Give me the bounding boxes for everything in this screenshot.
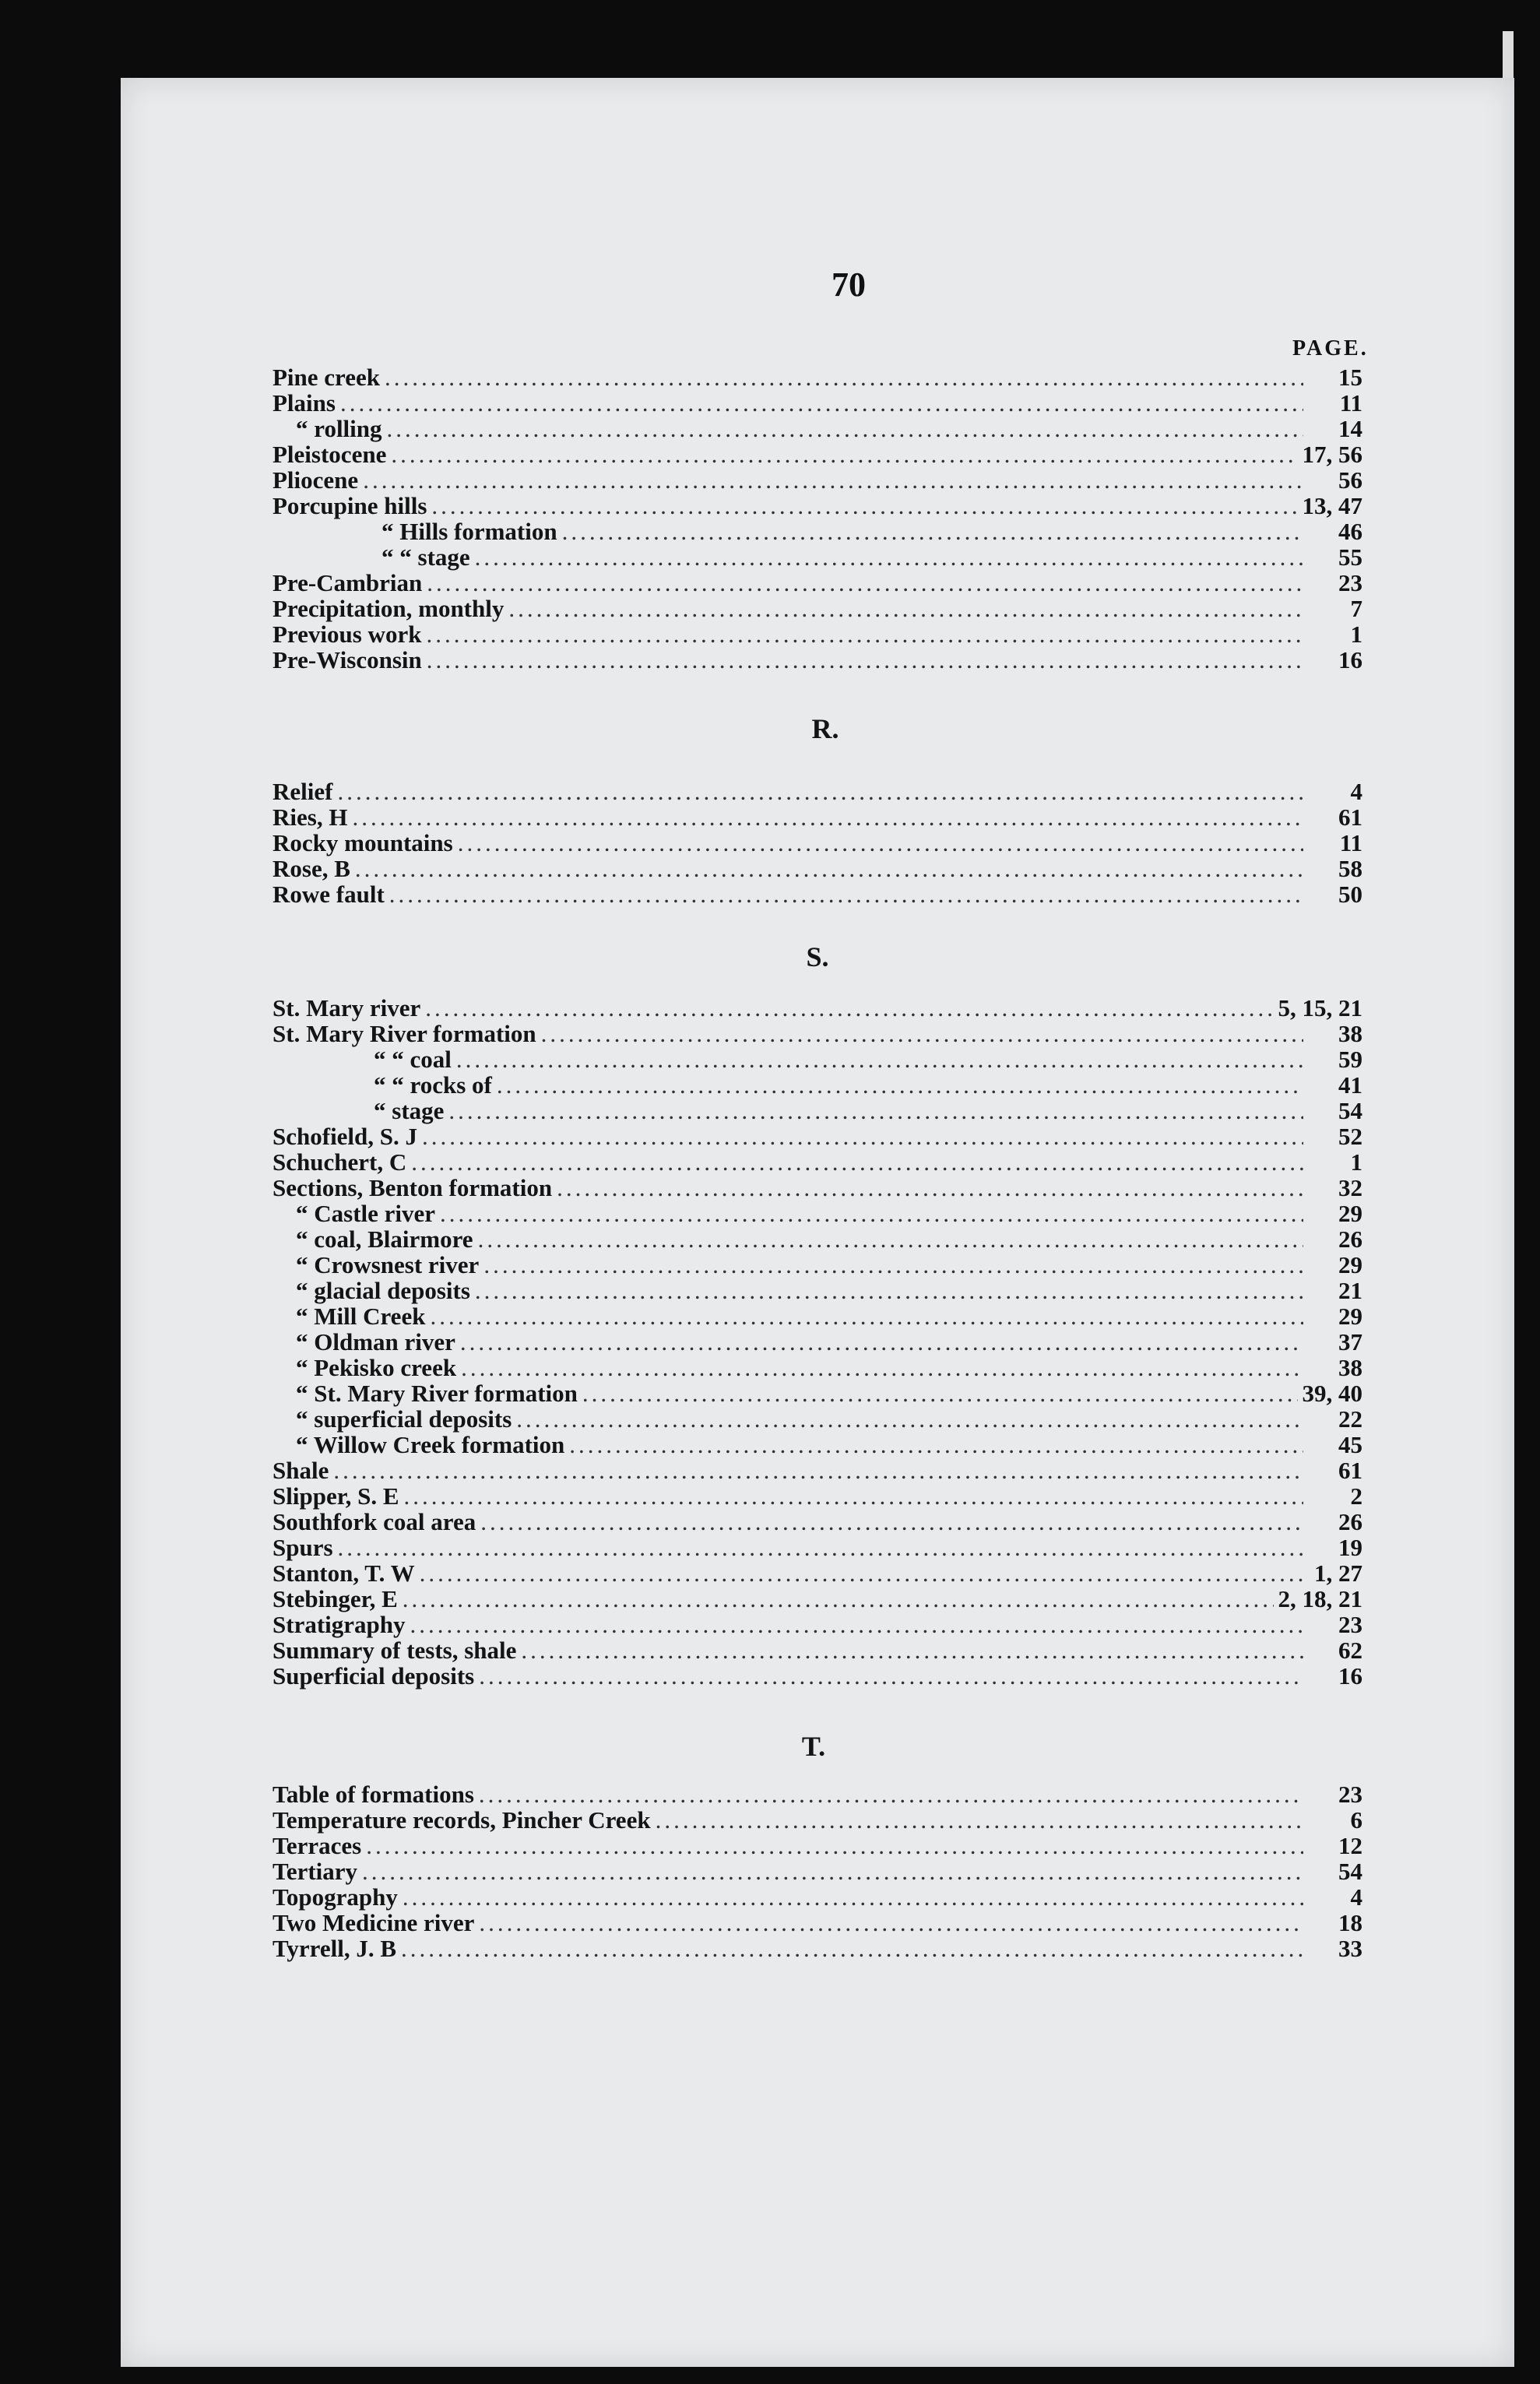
entry-pages: 52: [1338, 1123, 1362, 1150]
entry-label: Pine creek: [272, 364, 381, 391]
leader-dots: [352, 804, 1303, 830]
entry-pages: 11: [1339, 829, 1362, 856]
index-entry: [272, 621, 1362, 647]
index-entry: [272, 467, 1362, 493]
leader-dots: [479, 1781, 1303, 1807]
entry-label: Pleistocene: [272, 441, 387, 468]
leader-dots: [403, 1586, 1274, 1612]
index-entry: [272, 1175, 1362, 1201]
entry-label: Stratigraphy: [272, 1611, 406, 1638]
index-entry: [272, 1149, 1362, 1175]
entry-label: “ Hills formation: [381, 518, 557, 545]
index-entry: [272, 1637, 1362, 1663]
entry-pages: 21: [1338, 1277, 1362, 1304]
index-entry: [272, 1303, 1362, 1329]
entry-pages: 46: [1338, 518, 1362, 545]
entry-label: Plains: [272, 389, 336, 417]
leader-dots: [389, 881, 1303, 907]
entry-pages: 39, 40: [1302, 1380, 1362, 1407]
index-entry: [272, 1226, 1362, 1252]
index-entry: [272, 804, 1362, 830]
entry-label: Slipper, S. E: [272, 1482, 399, 1510]
entry-pages: 26: [1338, 1225, 1362, 1253]
entry-label: Sections, Benton formation: [272, 1174, 553, 1201]
entry-label: “ rolling: [296, 415, 382, 442]
entry-label: “ glacial deposits: [296, 1277, 470, 1304]
leader-dots: [480, 1509, 1303, 1535]
entry-pages: 17, 56: [1302, 441, 1362, 468]
leader-dots: [475, 1278, 1303, 1303]
entry-label: Tertiary: [272, 1858, 358, 1885]
leader-dots: [337, 779, 1303, 804]
entry-pages: 23: [1338, 1781, 1362, 1808]
leader-dots: [440, 1201, 1303, 1226]
entry-label: Tyrrell, J. B: [272, 1935, 396, 1962]
leader-dots: [541, 1021, 1303, 1046]
entry-label: Relief: [272, 778, 333, 805]
leader-dots: [427, 647, 1303, 673]
leader-dots: [426, 621, 1303, 647]
entry-label: Porcupine hills: [272, 492, 427, 519]
leader-dots: [557, 1175, 1303, 1201]
index-entry: [272, 1612, 1362, 1637]
entry-pages: 14: [1338, 415, 1362, 442]
leader-dots: [656, 1807, 1303, 1833]
leader-dots: [456, 1046, 1303, 1072]
entry-label: Rose, B: [272, 855, 350, 882]
entry-label: “ “ coal: [374, 1046, 452, 1073]
leader-dots: [340, 390, 1303, 416]
entry-pages: 12: [1338, 1832, 1362, 1859]
entry-pages: 29: [1338, 1303, 1362, 1330]
leader-dots: [479, 1910, 1303, 1936]
leader-dots: [448, 1098, 1303, 1123]
index-entry: [272, 779, 1362, 804]
leader-dots: [355, 856, 1303, 881]
index-entry: [272, 1072, 1362, 1098]
index-entry: [272, 1535, 1362, 1560]
entry-label: Pliocene: [272, 466, 359, 494]
entry-label: “ superficial deposits: [296, 1405, 512, 1433]
entry-pages: 32: [1338, 1174, 1362, 1201]
index-entry: [272, 1252, 1362, 1278]
entry-label: Schuchert, C: [272, 1148, 407, 1176]
leader-dots: [404, 1483, 1303, 1509]
entry-label: Topography: [272, 1883, 398, 1911]
page-number: 70: [832, 265, 866, 304]
entry-pages: 1, 27: [1314, 1559, 1362, 1587]
entry-pages: 56: [1338, 466, 1362, 494]
entry-label: Rocky mountains: [272, 829, 453, 856]
entry-label: Table of formations: [272, 1781, 474, 1808]
entry-pages: 58: [1338, 855, 1362, 882]
index-entry: [272, 493, 1362, 519]
entry-pages: 61: [1338, 1457, 1362, 1484]
entry-pages: 61: [1338, 803, 1362, 831]
leader-dots: [430, 1303, 1303, 1329]
index-entry: [272, 1586, 1362, 1612]
entry-pages: 22: [1338, 1405, 1362, 1433]
entry-pages: 37: [1338, 1328, 1362, 1356]
entry-label: Ries, H: [272, 803, 348, 831]
leader-dots: [362, 1858, 1303, 1884]
entry-pages: 55: [1338, 543, 1362, 571]
leader-dots: [427, 570, 1303, 596]
leader-dots: [425, 995, 1273, 1021]
page-column-header: PAGE.: [1292, 336, 1369, 360]
entry-pages: 7: [1350, 595, 1362, 622]
entry-label: Summary of tests, shale: [272, 1637, 517, 1664]
leader-dots: [461, 1355, 1303, 1380]
entry-label: “ Crowsnest river: [296, 1251, 480, 1278]
index-entry: [272, 519, 1362, 544]
entry-label: Previous work: [272, 621, 422, 648]
leader-dots: [516, 1406, 1303, 1432]
leader-dots: [338, 1535, 1303, 1560]
index-entry: [272, 830, 1362, 856]
index-entry: [272, 1046, 1362, 1072]
index-entry: [272, 1884, 1362, 1910]
entry-label: “ Mill Creek: [296, 1303, 426, 1330]
entry-label: Southfork coal area: [272, 1508, 476, 1535]
index-entry: [272, 1432, 1362, 1457]
entry-label: St. Mary River formation: [272, 1020, 536, 1047]
entry-label: St. Mary river: [272, 994, 421, 1021]
entry-pages: 11: [1339, 389, 1362, 417]
index-entry: [272, 881, 1362, 907]
index-entry: [272, 1663, 1362, 1689]
leader-dots: [508, 596, 1303, 621]
leader-dots: [562, 519, 1303, 544]
leader-dots: [401, 1936, 1303, 1961]
index-entry: [272, 647, 1362, 673]
index-entry: [272, 364, 1362, 390]
index-entry: [272, 441, 1362, 467]
entry-label: Two Medicine river: [272, 1909, 475, 1936]
entry-label: Terraces: [272, 1832, 362, 1859]
leader-dots: [391, 441, 1297, 467]
leader-dots: [478, 1226, 1303, 1252]
entry-pages: 15: [1338, 364, 1362, 391]
index-entry: [272, 1833, 1362, 1858]
entry-label: “ “ stage: [381, 543, 470, 571]
index-section-p: [272, 364, 1362, 673]
entry-label: “ Pekisko creek: [296, 1354, 457, 1381]
entry-label: “ Willow Creek formation: [296, 1431, 565, 1458]
entry-label: Stebinger, E: [272, 1585, 398, 1612]
index-section-s: [272, 995, 1362, 1689]
entry-pages: 5, 15, 21: [1278, 994, 1362, 1021]
entry-pages: 23: [1338, 1611, 1362, 1638]
entry-pages: 54: [1338, 1097, 1362, 1124]
index-entry: [272, 1483, 1362, 1509]
entry-label: “ stage: [374, 1097, 445, 1124]
entry-pages: 1: [1350, 1148, 1362, 1176]
leader-dots: [403, 1884, 1303, 1910]
entry-label: Rowe fault: [272, 881, 385, 908]
leader-dots: [410, 1612, 1304, 1637]
leader-dots: [521, 1637, 1303, 1663]
index-entry: [272, 1936, 1362, 1961]
leader-dots: [366, 1833, 1303, 1858]
entry-label: Stanton, T. W: [272, 1559, 415, 1587]
index-entry: [272, 1201, 1362, 1226]
entry-pages: 29: [1338, 1251, 1362, 1278]
index-entry: [272, 1560, 1362, 1586]
entry-pages: 6: [1350, 1806, 1362, 1834]
entry-pages: 16: [1338, 1662, 1362, 1690]
leader-dots: [363, 467, 1303, 493]
entry-pages: 29: [1338, 1200, 1362, 1227]
leader-dots: [385, 364, 1303, 390]
entry-label: “ St. Mary River formation: [296, 1380, 578, 1407]
index-entry: [272, 1380, 1362, 1406]
entry-label: Pre-Cambrian: [272, 569, 423, 596]
leader-dots: [497, 1072, 1303, 1098]
index-entry: [272, 1098, 1362, 1123]
index-entry: [272, 995, 1362, 1021]
index-section-t: [272, 1781, 1362, 1961]
index-entry: [272, 1329, 1362, 1355]
leader-dots: [387, 416, 1303, 441]
leader-dots: [420, 1560, 1303, 1586]
entry-pages: 50: [1338, 881, 1362, 908]
index-entry: [272, 416, 1362, 441]
index-entry: [272, 570, 1362, 596]
leader-dots: [569, 1432, 1303, 1457]
entry-pages: 13, 47: [1302, 492, 1362, 519]
leader-dots: [458, 830, 1303, 856]
entry-label: Schofield, S. J: [272, 1123, 418, 1150]
index-entry: [272, 1021, 1362, 1046]
index-entry: [272, 596, 1362, 621]
index-entry: [272, 1858, 1362, 1884]
index-entry: [272, 544, 1362, 570]
leader-dots: [475, 544, 1303, 570]
entry-pages: 2: [1350, 1482, 1362, 1510]
entry-pages: 33: [1338, 1935, 1362, 1962]
entry-label: “ coal, Blairmore: [296, 1225, 473, 1253]
entry-pages: 45: [1338, 1431, 1362, 1458]
entry-pages: 23: [1338, 569, 1362, 596]
entry-pages: 1: [1350, 621, 1362, 648]
entry-pages: 4: [1350, 1883, 1362, 1911]
entry-label: “ “ rocks of: [374, 1071, 492, 1099]
index-entry: [272, 1509, 1362, 1535]
section-letter-r: R.: [811, 713, 839, 744]
entry-pages: 59: [1338, 1046, 1362, 1073]
entry-label: Spurs: [272, 1534, 333, 1561]
leader-dots: [411, 1149, 1303, 1175]
leader-dots: [582, 1380, 1298, 1406]
index-entry: [272, 1278, 1362, 1303]
entry-pages: 62: [1338, 1637, 1362, 1664]
leader-dots: [460, 1329, 1303, 1355]
entry-pages: 26: [1338, 1508, 1362, 1535]
entry-pages: 19: [1338, 1534, 1362, 1561]
index-section-r: [272, 779, 1362, 907]
index-entry: [272, 390, 1362, 416]
entry-label: “ Oldman river: [296, 1328, 455, 1356]
entry-pages: 41: [1338, 1071, 1362, 1099]
index-entry: [272, 856, 1362, 881]
leader-dots: [479, 1663, 1303, 1689]
leader-dots: [483, 1252, 1303, 1278]
leader-dots: [422, 1123, 1303, 1149]
section-letter-s: S.: [806, 941, 829, 972]
entry-label: Shale: [272, 1457, 329, 1484]
entry-pages: 54: [1338, 1858, 1362, 1885]
entry-pages: 18: [1338, 1909, 1362, 1936]
index-entry: [272, 1355, 1362, 1380]
entry-label: “ Castle river: [296, 1200, 436, 1227]
entry-label: Pre-Wisconsin: [272, 646, 422, 673]
entry-label: Superficial deposits: [272, 1662, 475, 1690]
index-entry: [272, 1406, 1362, 1432]
entry-pages: 4: [1350, 778, 1362, 805]
entry-pages: 38: [1338, 1020, 1362, 1047]
entry-label: Temperature records, Pincher Creek: [272, 1806, 651, 1834]
entry-label: Precipitation, monthly: [272, 595, 505, 622]
section-letter-t: T.: [801, 1731, 826, 1762]
index-entry: [272, 1457, 1362, 1483]
leader-dots: [333, 1457, 1303, 1483]
index-entry: [272, 1807, 1362, 1833]
index-entry: [272, 1123, 1362, 1149]
entry-pages: 38: [1338, 1354, 1362, 1381]
entry-pages: 2, 18, 21: [1278, 1585, 1362, 1612]
entry-pages: 16: [1338, 646, 1362, 673]
leader-dots: [431, 493, 1297, 519]
index-entry: [272, 1910, 1362, 1936]
index-entry: [272, 1781, 1362, 1807]
